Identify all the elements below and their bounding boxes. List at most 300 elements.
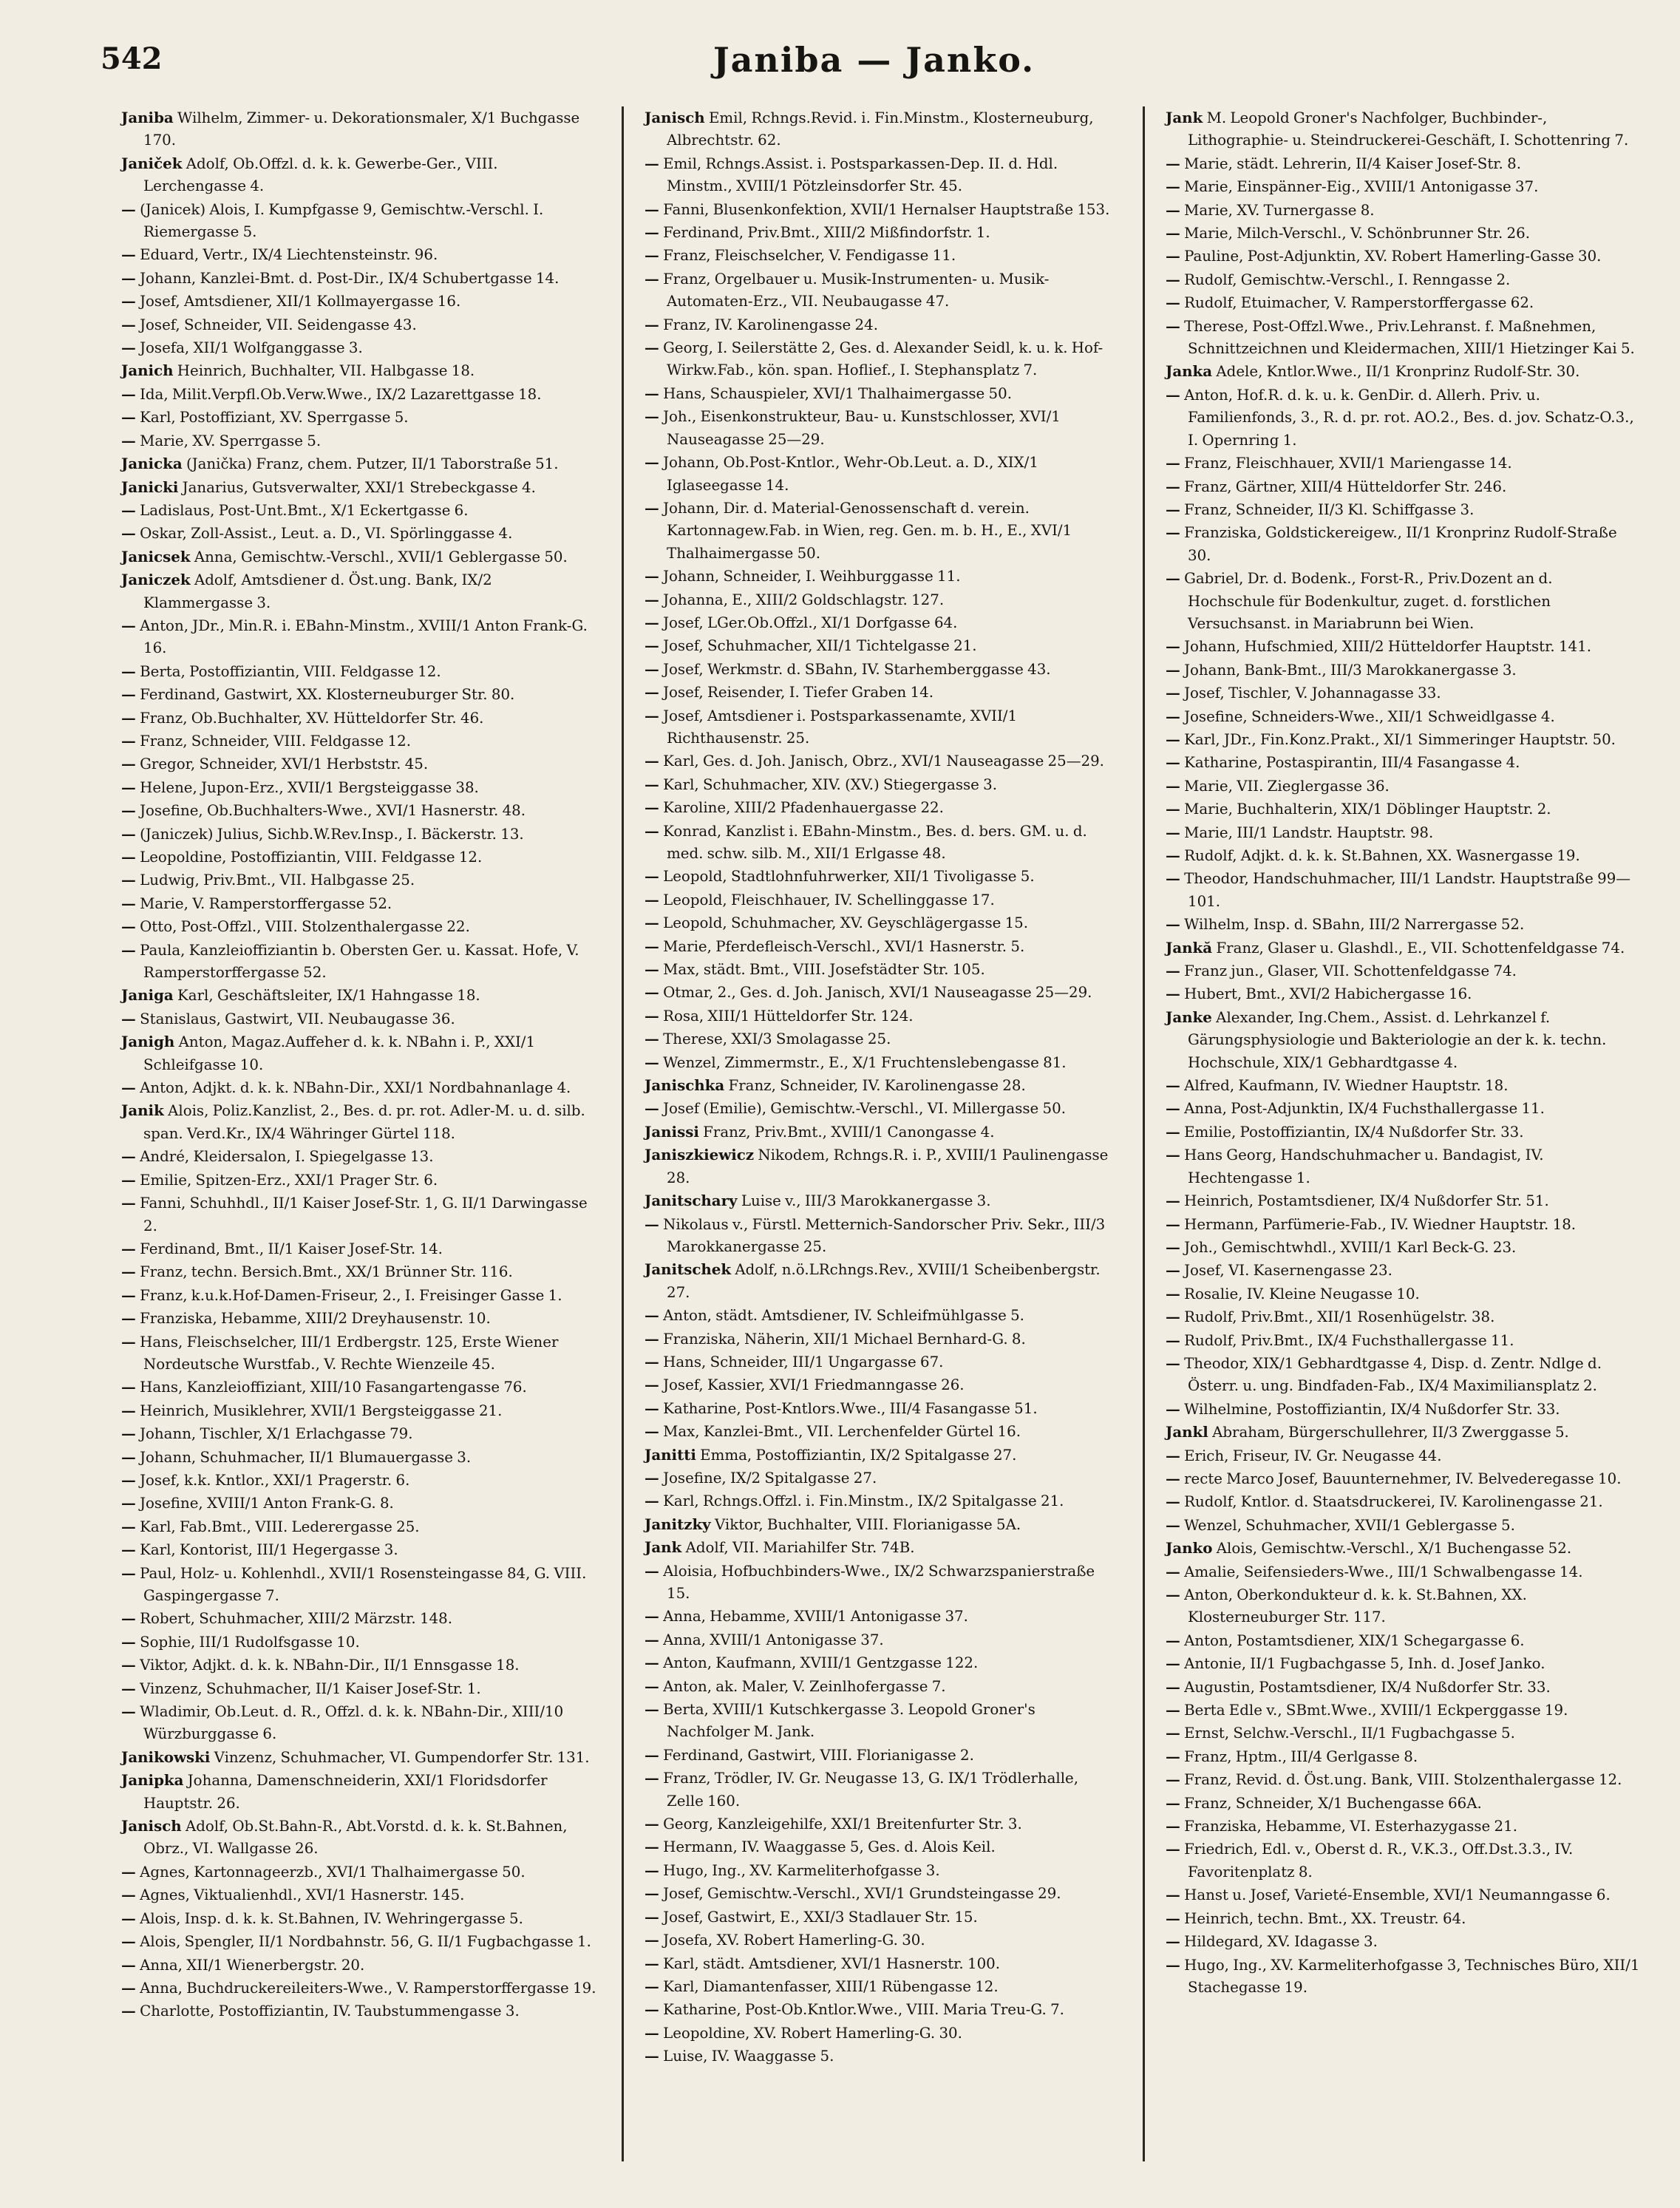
directory-entry [1166,315,1640,361]
directory-entry [645,704,1119,750]
entry-name: — [645,1884,659,1903]
directory-entry [645,268,1119,313]
entry-text: Katharine, Post-Kntlors.Wwe., III/4 Fasangasse 51. [663,1399,1038,1417]
entry-name: — [121,1679,136,1697]
directory-entry [121,359,598,382]
directory-entry [645,1328,1119,1351]
entry-name: Janko [1166,1539,1213,1558]
entry-text: Marie, V. Ramperstorffergasse 52. [140,894,392,912]
entry-text: Karl, JDr., Fin.Konz.Prakt., XI/1 Simmeringer Hauptstr. 50. [1184,730,1616,748]
entry-name: — [121,662,136,680]
entry-name: — [645,1053,659,1071]
entry-text: Marie, Pferdefleisch-Verschl., XVI/1 Hasnerstr. 5. [663,937,1025,955]
directory-entry [645,865,1119,888]
entry-name: — [121,1447,136,1466]
column-middle [622,106,1126,2161]
entry-text: Hans, Fleischselcher, III/1 Erdbergstr. 125, Erste Wiener Nordeutsche Wurstfab., V. Rechte Wienzeile 45. [140,1333,559,1373]
entry-name: — [1166,1284,1180,1302]
entry-name: — [1166,1076,1180,1095]
entry-text: Adolf, VII. Mariahilfer Str. 74B. [685,1539,915,1557]
entry-text: Anna, Gemischtw.-Verschl., XVII/1 Geblergasse 50. [194,548,568,565]
directory-entry [121,522,598,545]
entry-text: Karoline, XIII/2 Pfadenhauergasse 22. [663,799,944,817]
entry-name: Janka [1166,362,1213,381]
entry-text: Berta, XVIII/1 Kutschkergasse 3. Leopold Groner's Nachfolger M. Jank. [663,1701,1035,1741]
entry-name: — [121,1285,136,1304]
directory-entry [121,1446,598,1469]
entry-name: — [645,706,659,724]
entry-name: — [645,613,659,631]
entry-name: Janich [121,361,174,380]
directory-columns [101,106,1647,2161]
entry-name: — [1166,454,1180,472]
entry-text: Josef, VI. Kasernengasse 23. [1184,1262,1392,1280]
directory-entry [645,1097,1119,1120]
entry-text: Heinrich, Postamtsdiener, IX/4 Nußdorfer Str. 51. [1184,1192,1549,1210]
directory-entry [121,1260,598,1283]
entry-name: — [121,292,136,310]
directory-entry [1166,1283,1640,1305]
directory-entry [1166,913,1640,936]
entry-name: — [645,890,659,908]
directory-entry [645,2022,1119,2045]
entry-text: Nikolaus v., Fürstl. Metternich-Sandorscher Priv. Sekr., III/3 Marokkanergasse 25. [663,1215,1106,1255]
entry-text: Anna, XVIII/1 Antonigasse 37. [663,1631,884,1648]
entry-text: André, Kleidersalon, I. Spiegelgasse 13. [140,1148,434,1166]
entry-name: — [1166,985,1180,1003]
entry-text: Anna, Post-Adjunktin, IX/4 Fuchsthallergasse 11. [1184,1100,1545,1118]
entry-text: Wladimir, Ob.Leut. d. R., Offzl. d. k. k. NBahn-Dir., XIII/10 Würzburggasse 6. [140,1703,564,1743]
directory-entry [1166,1421,1640,1444]
entry-name: — [645,1306,659,1325]
directory-entry [1166,1305,1640,1328]
directory-entry [645,1467,1119,1489]
directory-entry [645,451,1119,497]
entry-name: — [121,1862,136,1881]
entry-text: Alexander, Ing.Chem., Assist. d. Lehrkanzel f. Gärungsphysiologie und Bakteriologie an der k. k. techn. Hochschule, XIX/1 Gebhardtgasse 4. [1188,1008,1607,1071]
entry-text: Alois, Poliz.Kanzlist, 2., Bes. d. pr. rot. Adler-M. u. d. silb. span. Verd.Kr., IX/4 Währinger Gürtel 118. [143,1102,585,1142]
entry-text: Adele, Kntlor.Wwe., II/1 Kronprinz Rudolf-Str. 30. [1216,363,1580,381]
directory-entry [121,1677,598,1700]
directory-entry [1166,222,1640,245]
entry-name: — [645,590,659,608]
entry-text: Josef, Tischler, V. Johannagasse 33. [1184,685,1441,702]
entry-name: — [645,1954,659,1972]
entry-text: Franz, Glaser u. Glashdl., E., VII. Schottenfeldgasse 74. [1216,939,1625,957]
directory-entry [121,614,598,660]
directory-entry [121,823,598,846]
entry-text: Wilhelm, Insp. d. SBahn, III/2 Narrergasse 52. [1184,916,1525,934]
directory-entry [121,383,598,406]
entry-text: Emilie, Spitzen-Erz., XXI/1 Prager Str. 6. [140,1171,438,1189]
directory-entry [1166,452,1640,475]
directory-entry [1166,1467,1640,1490]
directory-entry [645,382,1119,405]
entry-text: Rudolf, Priv.Bmt., IX/4 Fuchsthallergasse 11. [1184,1331,1514,1349]
directory-entry [121,152,598,198]
directory-entry [121,1954,598,1977]
entry-text: Anton, städt. Amtsdiener, IV. Schleifmühlgasse 5. [663,1307,1024,1325]
directory-entry [121,1422,598,1445]
entry-text: Theodor, Handschuhmacher, III/1 Landstr. Hauptstraße 99—101. [1184,870,1631,910]
directory-entry [121,406,598,429]
entry-name: — [121,1309,136,1328]
directory-entry [121,1376,598,1399]
entry-text: Josef (Emilie), Gemischtw.-Verschl., VI. Millergasse 50. [663,1100,1066,1118]
entry-text: Johann, Kanzlei-Bmt. d. Post-Dir., IX/4 Schubertgasse 14. [140,269,560,287]
entry-text: Rosalie, IV. Kleine Neugasse 10. [1184,1285,1420,1302]
directory-entry [121,1769,598,1815]
entry-text: Johann, Schneider, I. Weihburggasse 11. [663,568,961,585]
entry-name: — [121,1978,136,1997]
entry-text: Franz, techn. Bersich.Bmt., XX/1 Brünner Str. 116. [140,1263,513,1281]
entry-text: Max, städt. Bmt., VIII. Josefstädter Str. 105. [663,961,985,979]
directory-entry [1166,635,1640,658]
directory-entry [1166,1398,1640,1421]
entry-name: — [121,1909,136,1927]
entry-text: Ludwig, Priv.Bmt., VII. Halbgasse 25. [140,872,415,889]
directory-entry [1166,475,1640,498]
entry-text: Stanislaus, Gastwirt, VII. Neubaugasse 36. [140,1010,455,1027]
directory-entry [121,1145,598,1168]
entry-text: Josefine, XVIII/1 Anton Frank-G. 8. [140,1495,394,1512]
entry-text: Alois, Spengler, II/1 Nordbahnstr. 56, G. II/1 Fugbachgasse 1. [140,1933,591,1951]
directory-entry [645,1605,1119,1628]
entry-name: Janiszkiewicz [645,1146,755,1164]
entry-text: Emil, Rchngs.Revid. i. Fin.Minstm., Klosterneuburg, Albrechtstr. 62. [667,109,1094,149]
entry-text: Wenzel, Zimmermstr., E., X/1 Fruchtenslebengasse 81. [663,1053,1067,1071]
entry-name: — [121,685,136,704]
entry-name: — [121,268,136,287]
directory-entry [121,1008,598,1030]
entry-name: — [121,1378,136,1396]
directory-entry [1166,1954,1640,2000]
entry-name: — [645,960,659,979]
directory-entry [645,1189,1119,1212]
directory-entry [645,796,1119,819]
entry-name: Janitschary [645,1192,738,1210]
entry-text: Theodor, XIX/1 Gebhardtgasse 4, Disp. d. Zentr. Ndlge d. Österr. u. ung. Bindfaden-Fab., IX/4 Maximiliansplatz 2. [1184,1354,1602,1395]
entry-text: (Janička) Franz, chem. Putzer, II/1 Taborstraße 51. [186,455,559,473]
directory-entry [645,750,1119,772]
entry-text: Georg, Kanzleigehilfe, XXI/1 Breitenfurter Str. 3. [663,1815,1022,1833]
directory-entry [1166,1930,1640,1953]
directory-entry [1166,1097,1640,1120]
entry-text: Franz, Fleischhauer, XVII/1 Mariengasse 14. [1184,455,1512,472]
entry-text: Anna, Buchdruckereileiters-Wwe., V. Ramperstorffergasse 19. [140,1979,596,1997]
entry-name: — [1166,1215,1180,1233]
directory-entry [645,106,1119,152]
entry-name: — [121,917,136,936]
entry-name: — [1166,569,1180,588]
directory-entry [121,683,598,706]
entry-name: — [121,731,136,750]
directory-entry [1166,1629,1640,1652]
directory-entry [1166,567,1640,635]
directory-entry [1166,1329,1640,1352]
entry-name: — [1166,1237,1180,1256]
directory-entry [121,1883,598,1906]
entry-text: Alois, Insp. d. k. k. St.Bahnen, IV. Wehringergasse 5. [140,1909,523,1927]
directory-entry [645,1489,1119,1512]
directory-entry [645,244,1119,267]
entry-name: Janitti [645,1445,696,1464]
entry-name: Janiba [121,109,174,126]
entry-name: — [645,1006,659,1025]
entry-text: Leopold, Fleischhauer, IV. Schellinggasse 17. [663,891,995,908]
directory-entry [1166,1652,1640,1675]
directory-entry [645,1351,1119,1373]
entry-name: — [645,1329,659,1348]
entry-text: Josefa, XII/1 Wolfganggasse 3. [140,339,363,357]
entry-name: — [1166,1399,1180,1418]
entry-text: Vinzenz, Schuhmacher, II/1 Kaiser Josef-Str. 1. [140,1679,481,1697]
entry-name: — [645,1861,659,1879]
page-header [101,41,1647,99]
directory-entry [645,820,1119,866]
entry-text: Johanna, Damenschneiderin, XXI/1 Floridsdorfer Hauptstr. 26. [143,1772,548,1812]
entry-text: Emma, Postoffiziantin, IX/2 Spitalgasse 27. [700,1446,1017,1464]
entry-name: — [1166,1099,1180,1118]
entry-text: Wilhelmine, Postoffiziantin, IX/4 Nußdorfer Str. 33. [1184,1400,1560,1418]
directory-entry [121,1631,598,1654]
entry-name: — [121,1470,136,1489]
directory-entry [645,1675,1119,1698]
directory-entry [121,1654,598,1677]
entry-text: Ferdinand, Gastwirt, VIII. Florianigasse 2. [663,1746,974,1764]
entry-name: — [121,1401,136,1419]
entry-name: — [1166,1122,1180,1141]
directory-entry [121,336,598,359]
directory-entry [645,198,1119,221]
entry-name: Janik [121,1101,164,1120]
entry-text: Marie, VII. Zieglergasse 36. [1184,777,1390,795]
entry-text: (Janiczek) Julius, Sichb.W.Rev.Insp., I. Bäckerstr. 13. [140,825,524,843]
entry-name: Jank [1166,109,1203,126]
directory-entry [1166,1444,1640,1467]
entry-name: — [1166,846,1180,864]
directory-entry [1166,1907,1640,1930]
directory-entry [645,1560,1119,1606]
entry-name: — [121,1332,136,1351]
entry-name: — [1166,1192,1180,1210]
entry-text: Karl, Postoffiziant, XV. Sperrgasse 5. [140,409,409,427]
entry-name: — [645,1630,659,1648]
entry-name: — [121,2002,136,2020]
entry-text: Franz, Priv.Bmt., XVIII/1 Canongasse 4. [703,1123,995,1141]
entry-name: — [645,1607,659,1626]
directory-entry [645,588,1119,611]
entry-name: — [121,824,136,843]
entry-text: Rudolf, Gemischtw.-Verschl., I. Renngasse 2. [1184,271,1511,288]
entry-name: — [121,1170,136,1189]
entry-text: Franz, Ob.Buchhalter, XV. Hütteldorfer Str. 46. [140,709,484,727]
entry-text: Franz, Schneider, II/3 Kl. Schiffgasse 3. [1184,500,1475,518]
entry-name: — [121,1563,136,1582]
entry-text: Josef, Schuhmacher, XII/1 Tichtelgasse 21. [663,637,977,655]
entry-name: Janke [1166,1008,1212,1026]
entry-text: Josef, LGer.Ob.Offzl., XI/1 Dorfgasse 64. [663,614,958,631]
directory-entry [121,799,598,822]
directory-entry [1166,959,1640,982]
directory-entry [1166,798,1640,821]
directory-entry [645,497,1119,565]
directory-entry [1166,1768,1640,1791]
entry-name: — [1166,1562,1180,1580]
directory-entry [121,1930,598,1953]
entry-text: Joh., Gemischtwhdl., XVIII/1 Karl Beck-G. 23. [1184,1238,1517,1256]
entry-name: — [1166,1331,1180,1349]
entry-text: Leopold, Schuhmacher, XV. Geyschlägergasse 15. [663,914,1029,932]
directory-entry [645,1536,1119,1559]
directory-entry [121,429,598,452]
entry-text: Hubert, Bmt., XVI/2 Habichergasse 16. [1184,985,1472,1003]
entry-text: Josef, k.k. Kntlor., XXI/1 Pragerstr. 6. [140,1471,410,1489]
directory-entry [645,981,1119,1004]
entry-text: Hugo, Ing., XV. Karmeliterhofgasse 3, Technisches Büro, XII/1 Stachegasse 19. [1184,1956,1640,1996]
entry-name: — [645,659,659,678]
directory-entry [645,405,1119,451]
entry-text: Johann, Tischler, X/1 Erlachgasse 79. [140,1425,413,1443]
entry-name: — [645,200,659,218]
entry-name: — [1166,1909,1180,1927]
entry-text: Ferdinand, Bmt., II/1 Kaiser Josef-Str. 14. [140,1240,443,1257]
directory-entry [645,313,1119,336]
entry-text: Josef, Schneider, VII. Seidengasse 43. [140,316,417,333]
entry-name: — [645,937,659,955]
entry-name: Janissi [645,1122,699,1141]
directory-entry [1166,1352,1640,1398]
entry-name: — [645,983,659,1002]
entry-text: Katharine, Post-Ob.Kntlor.Wwe., VIII. Maria Treu-G. 7. [663,2001,1064,2019]
entry-name: — [1166,660,1180,679]
entry-name: — [1166,1840,1180,1858]
entry-text: Emilie, Postoffiziantin, IX/4 Nußdorfer Str. 33. [1184,1123,1524,1141]
entry-text: Katharine, Postaspirantin, III/4 Fasangasse 4. [1184,754,1520,772]
entry-text: Franziska, Näherin, XII/1 Michael Bernhard-G. 8. [663,1330,1026,1348]
entry-name: — [1166,523,1180,542]
directory-entry [1166,268,1640,291]
entry-name: — [1166,1146,1180,1164]
directory-entry [645,1027,1119,1050]
entry-text: Adolf, Ob.St.Bahn-R., Abt.Vorstd. d. k. k. St.Bahnen, Obrz., VI. Wallgasse 26. [143,1818,568,1858]
directory-entry [1166,1583,1640,1629]
entry-text: Paula, Kanzleioffiziantin b. Obersten Ger. u. Kassat. Hofe, V. Ramperstorffergasse 52. [140,941,579,982]
entry-name: — [121,871,136,889]
entry-name: — [121,1239,136,1257]
entry-name: — [121,801,136,820]
entry-text: Rosa, XIII/1 Hütteldorfer Str. 124. [663,1007,914,1025]
directory-entry [645,958,1119,981]
entry-text: Marie, Einspänner-Eig., XVIII/1 Antonigasse 37. [1184,178,1539,196]
entry-text: Helene, Jupon-Erz., XVII/1 Bergsteiggasse 38. [140,778,479,796]
directory-entry [121,1515,598,1538]
directory-entry [1166,1537,1640,1560]
directory-entry [121,198,598,244]
entry-name: — [1166,1747,1180,1765]
entry-name: — [121,200,136,218]
entry-text: Franziska, Hebamme, VI. Esterhazygasse 21. [1184,1818,1517,1835]
directory-entry [121,1977,598,2000]
entry-text: Wenzel, Schuhmacher, XVII/1 Geblergasse 5. [1184,1516,1515,1534]
entry-name: — [1166,1932,1180,1951]
directory-entry [645,634,1119,657]
entry-name: — [1166,154,1180,172]
directory-entry [121,1331,598,1376]
entry-text: Fanni, Schuhhdl., II/1 Kaiser Josef-Str. 1, G. II/1 Darwingasse 2. [140,1195,588,1234]
directory-entry [121,1030,598,1076]
entry-name: — [645,1099,659,1118]
entry-text: Marie, Buchhalterin, XIX/1 Döblinger Hauptstr. 2. [1184,801,1551,818]
entry-text: Josef, Gastwirt, E., XXI/3 Stadlauer Str. 15. [663,1908,978,1926]
directory-entry [645,1420,1119,1443]
directory-entry [645,1906,1119,1929]
entry-name: — [1166,962,1180,980]
directory-entry [121,892,598,915]
entry-name: — [121,339,136,357]
directory-entry [121,1284,598,1307]
entry-text: Anton, Magaz.Auffeher d. k. k. NBahn i. P., XXI/1 Schleifgasse 10. [143,1033,536,1073]
entry-name: — [1166,1724,1180,1742]
entry-name: Janiczek [121,571,191,589]
entry-text: Oskar, Zoll-Assist., Leut. a. D., VI. Spörlinggasse 4. [140,525,513,543]
directory-entry [121,1399,598,1422]
entry-text: Ladislaus, Post-Unt.Bmt., X/1 Eckertgasse 6. [140,501,469,519]
entry-name: — [645,1654,659,1672]
entry-name: — [1166,1701,1180,1719]
entry-name: — [121,1517,136,1535]
entry-name: — [1166,224,1180,242]
entry-text: Antonie, II/1 Fugbachgasse 5, Inh. d. Josef Janko. [1184,1655,1545,1673]
entry-text: Marie, III/1 Landstr. Hauptstr. 98. [1184,823,1434,841]
entry-text: Ernst, Selchw.-Verschl., II/1 Fugbachgasse 5. [1184,1725,1515,1742]
entry-name: — [1166,1677,1180,1696]
directory-entry [645,1513,1119,1536]
entry-name: Jankl [1166,1423,1208,1441]
directory-entry [645,152,1119,198]
entry-name: — [645,2000,659,2019]
entry-name: Janipka [121,1771,184,1790]
entry-text: Agnes, Kartonnageerzb., XVI/1 Thalhaimergasse 50. [140,1863,526,1881]
directory-entry [121,939,598,985]
entry-name: — [121,1955,136,1974]
entry-name: — [645,1215,659,1233]
directory-entry [121,915,598,938]
entry-text: Augustin, Postamtsdiener, IX/4 Nußdorfer Str. 33. [1184,1678,1551,1696]
entry-name: — [645,1399,659,1417]
entry-name: — [1166,1492,1180,1511]
entry-name: Janikowski [121,1747,211,1766]
entry-name: Jankă [1166,938,1213,957]
entry-name: — [645,1745,659,1764]
entry-name: — [121,1147,136,1166]
entry-name: Janicka [121,455,183,473]
directory-entry [645,1998,1119,2021]
entry-text: Franziska, Hebamme, XIII/2 Dreyhausenstr. 10. [140,1310,491,1328]
entry-text: Hans, Schneider, III/1 Ungargasse 67. [663,1353,944,1370]
entry-text: Fanni, Blusenkonfektion, XVII/1 Hernalser Hauptstraße 153. [663,200,1110,218]
entry-name: — [645,821,659,840]
directory-entry [121,869,598,891]
entry-name: — [645,453,659,472]
entry-text: Konrad, Kanzlist i. EBahn-Minstm., Bes. d. bers. GM. u. d. med. schw. silb. M., XII/1 Erlgasse 48. [663,822,1087,862]
directory-entry [645,1373,1119,1396]
directory-entry [121,1815,598,1861]
entry-name: — [645,1677,659,1695]
entry-name: — [645,867,659,886]
directory-entry [121,452,598,475]
entry-name: Janicki [121,478,179,496]
